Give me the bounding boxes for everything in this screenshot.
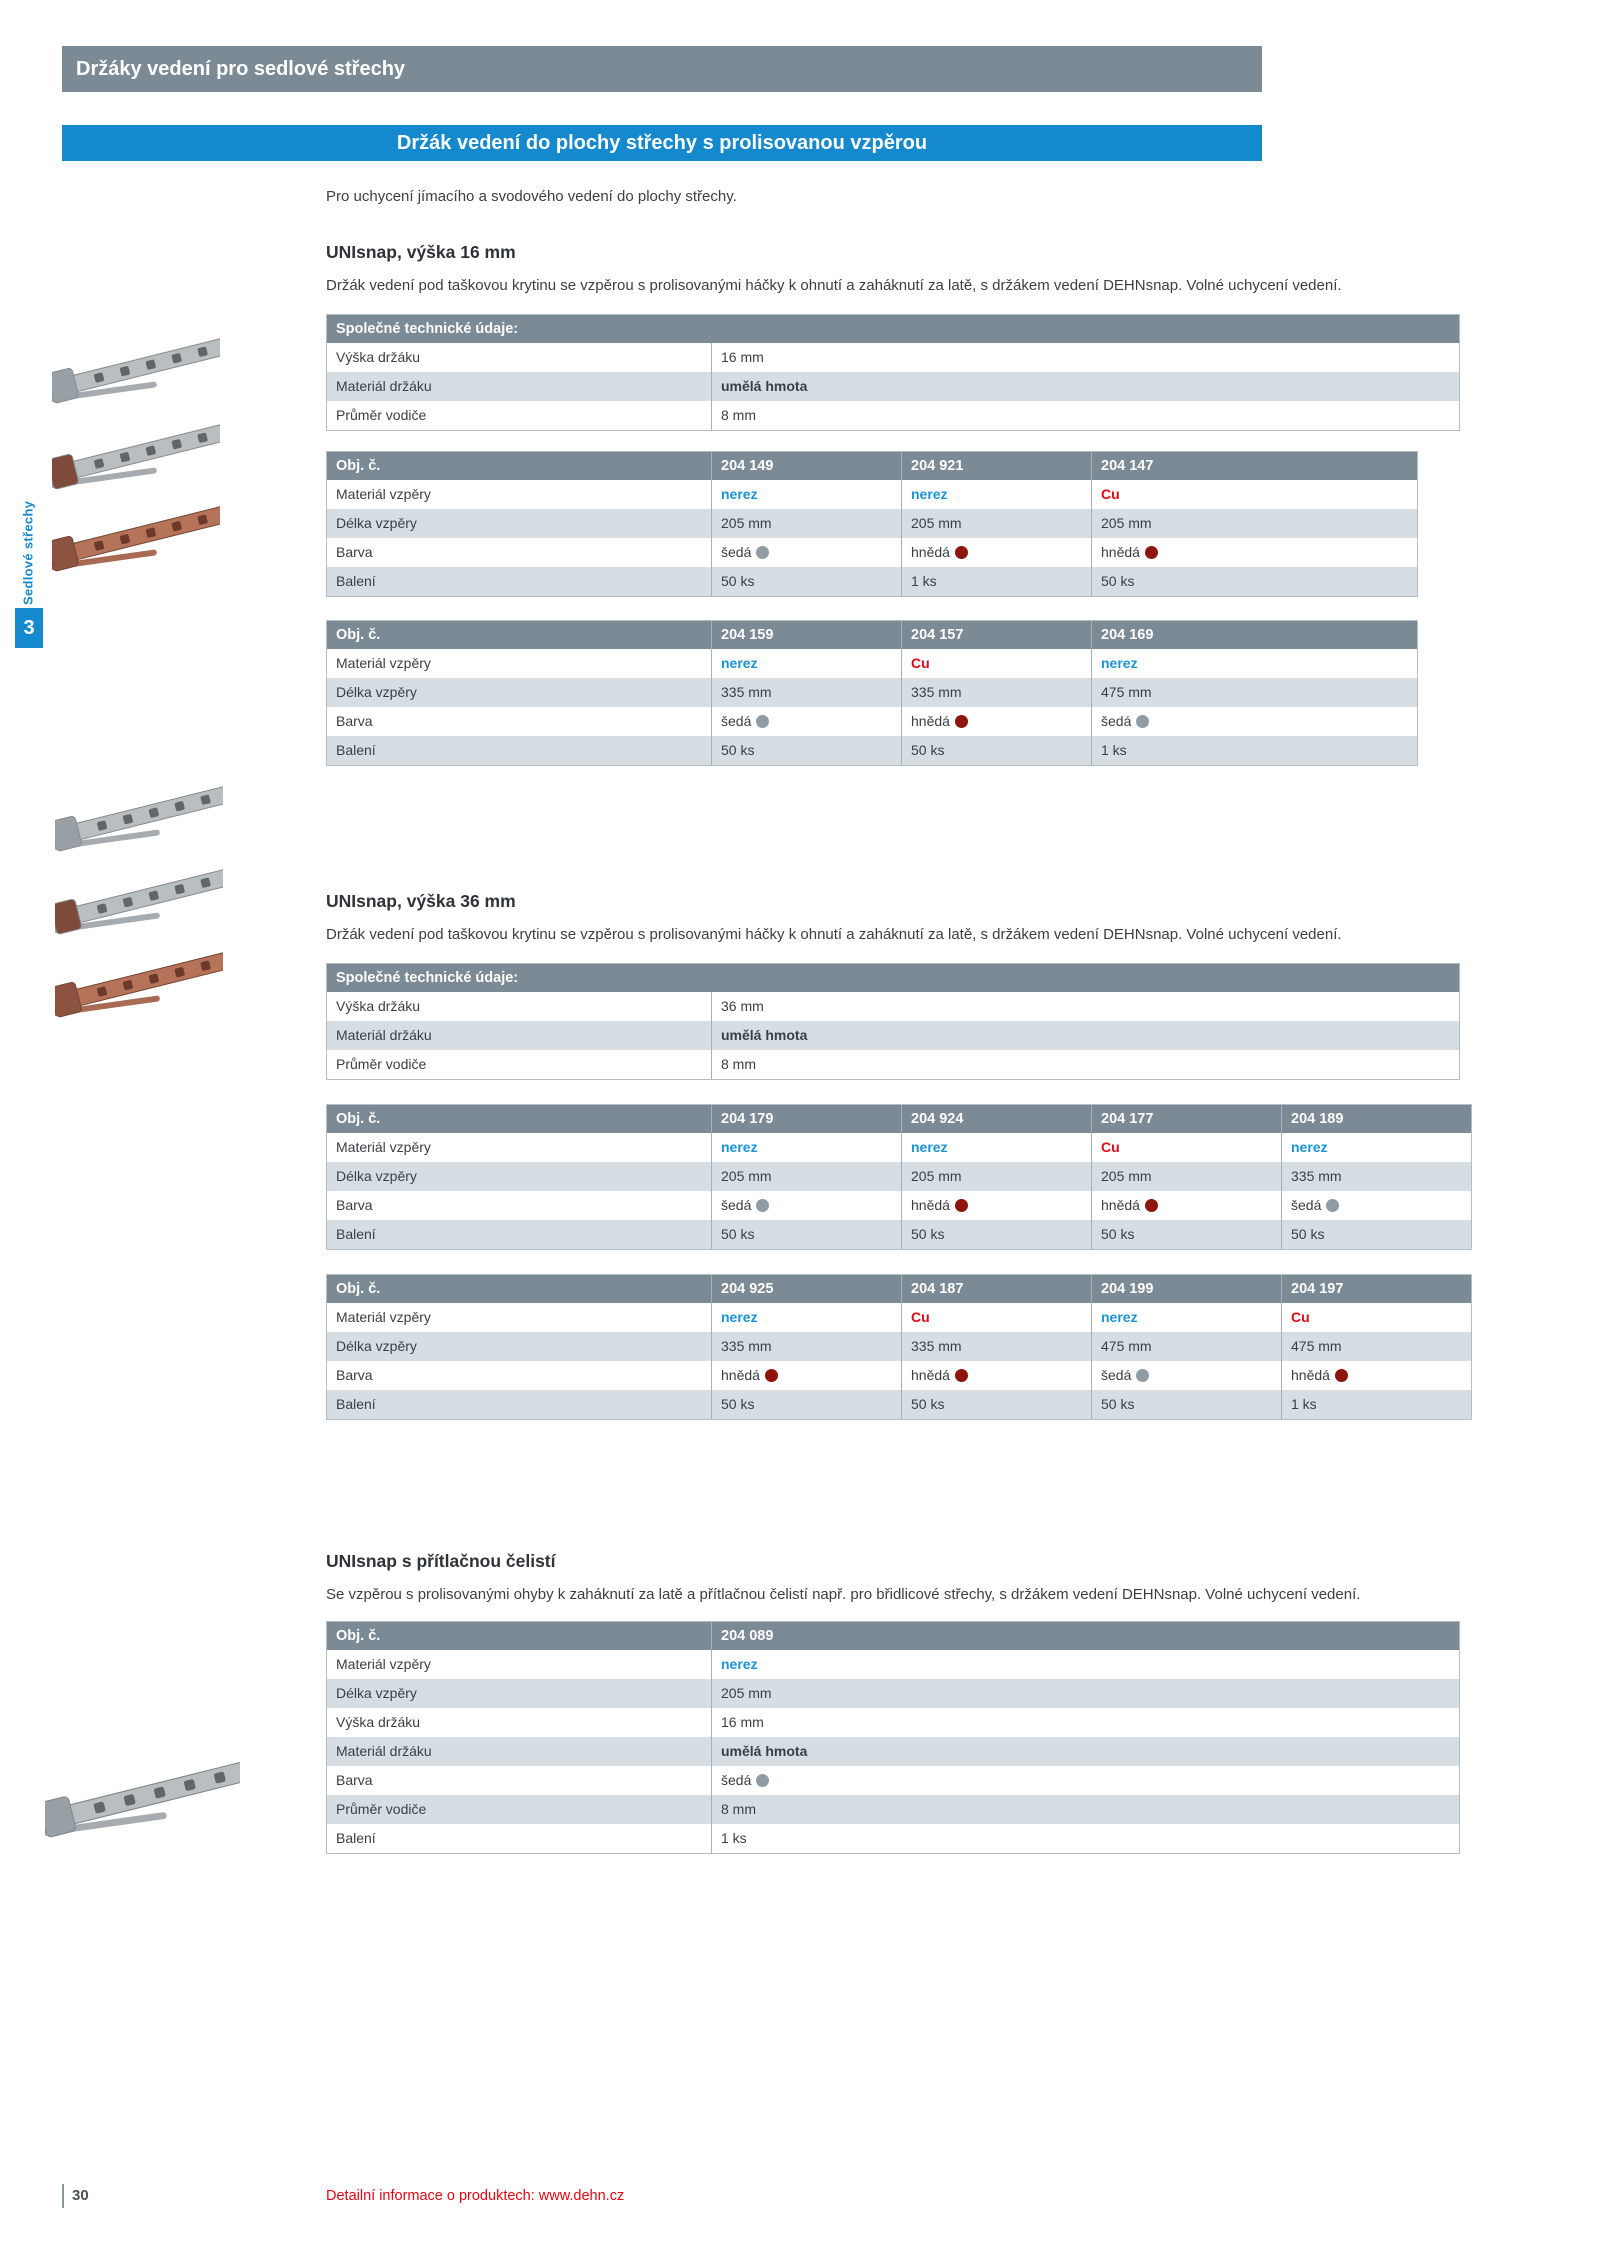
product-value xyxy=(1091,1303,1281,1332)
page-number: 30 xyxy=(62,2184,89,2208)
product-value xyxy=(901,1303,1091,1332)
value-text: 205 mm xyxy=(1101,515,1152,531)
color-dot-brown xyxy=(1145,546,1158,559)
product-table xyxy=(326,1621,1460,1854)
product-value xyxy=(1091,567,1417,596)
product-table-row xyxy=(327,707,1417,736)
color-dot-gray xyxy=(1136,1369,1149,1382)
color-dot-brown xyxy=(1335,1369,1348,1382)
unisnap-pressure-clamp-photo-svg xyxy=(45,1728,240,1888)
value-text: 50 ks xyxy=(721,742,755,758)
value-text: 8 mm xyxy=(721,1801,756,1817)
value-text: umělá hmota xyxy=(721,1743,808,1759)
section-title: UNIsnap s přítlačnou čelistí xyxy=(326,1551,556,1571)
product-table-row xyxy=(327,1795,1459,1824)
product-value xyxy=(1091,707,1417,736)
intro-text: Pro uchycení jímacího a svodového vedení do plochy střechy. xyxy=(326,188,737,205)
product-value xyxy=(901,1133,1091,1162)
product-value xyxy=(901,567,1091,596)
product-value xyxy=(901,1361,1091,1390)
color-dot-brown xyxy=(955,715,968,728)
value-text: Cu xyxy=(911,1309,930,1325)
row-label: Délka vzpěry xyxy=(336,1168,417,1184)
row-label: Balení xyxy=(336,1830,376,1846)
page-header-title: Držáky vedení pro sedlové střechy xyxy=(76,58,406,80)
value-text: 205 mm xyxy=(911,515,962,531)
product-value xyxy=(1091,678,1417,707)
unisnap-16-copper-photo xyxy=(52,490,220,607)
value-text: šedá xyxy=(1101,1367,1132,1383)
section-description: Držák vedení pod taškovou krytinu se vzpěrou s prolisovanými háčky k ohnutí a zaháknutí za latě, s držákem vedení DEHNsnap. Volné uchycení vedení. xyxy=(326,277,1342,294)
value-text: 335 mm xyxy=(911,684,962,700)
product-number: 204 921 xyxy=(901,452,1091,480)
table-row xyxy=(327,1050,1459,1079)
product-value xyxy=(711,480,901,509)
product-value xyxy=(901,480,1091,509)
color-dot-gray xyxy=(756,1199,769,1212)
product-value xyxy=(711,1708,1459,1737)
product-table-row xyxy=(327,480,1417,509)
product-value xyxy=(1281,1361,1471,1390)
product-value xyxy=(1091,1191,1281,1220)
row-label: Výška držáku xyxy=(336,998,421,1014)
product-value xyxy=(1281,1133,1471,1162)
value-text: nerez xyxy=(721,486,758,502)
row-value: 36 mm xyxy=(711,992,1459,1021)
obj-number-label: Obj. č. xyxy=(336,627,381,643)
value-text: šedá xyxy=(721,1772,752,1788)
product-table-header-row xyxy=(327,1275,1471,1303)
row-label: Průměr vodiče xyxy=(336,1056,427,1072)
product-table-row xyxy=(327,1824,1459,1853)
value-text: šedá xyxy=(721,544,752,560)
product-value xyxy=(711,509,901,538)
value-text: hnědá xyxy=(911,1197,950,1213)
chapter-tab-number: 3 xyxy=(15,608,43,648)
common-table-header-row xyxy=(327,315,1459,343)
product-table-row xyxy=(327,1162,1471,1191)
product-value xyxy=(711,1737,1459,1766)
product-value xyxy=(901,736,1091,765)
product-value xyxy=(1091,1133,1281,1162)
product-number: 204 187 xyxy=(901,1275,1091,1303)
obj-number-label: Obj. č. xyxy=(336,1281,381,1297)
value-text: 475 mm xyxy=(1101,684,1152,700)
product-number: 204 925 xyxy=(711,1275,901,1303)
product-value xyxy=(901,509,1091,538)
product-value xyxy=(901,1390,1091,1419)
common-table-header: Společné technické údaje: xyxy=(336,970,519,986)
product-value xyxy=(711,649,901,678)
product-value xyxy=(901,1162,1091,1191)
product-value xyxy=(711,1361,901,1390)
section-title: UNIsnap, výška 16 mm xyxy=(326,242,516,262)
product-value xyxy=(711,1795,1459,1824)
product-value xyxy=(1091,1332,1281,1361)
color-dot-gray xyxy=(756,715,769,728)
value-text: nerez xyxy=(721,655,758,671)
row-label: Balení xyxy=(336,1396,376,1412)
chapter-tab-label: Sedlové střechy xyxy=(20,500,36,606)
color-dot-gray xyxy=(1326,1199,1339,1212)
color-dot-gray xyxy=(1136,715,1149,728)
value-text: šedá xyxy=(721,1197,752,1213)
color-dot-brown xyxy=(1145,1199,1158,1212)
product-value xyxy=(711,1220,901,1249)
row-value: umělá hmota xyxy=(711,1021,1459,1050)
product-table-row xyxy=(327,1191,1471,1220)
product-table xyxy=(326,451,1418,597)
product-value xyxy=(711,1390,901,1419)
value-text: 50 ks xyxy=(1101,573,1135,589)
value-text: nerez xyxy=(1101,655,1138,671)
product-value xyxy=(901,538,1091,567)
table-row xyxy=(327,401,1459,430)
product-number: 204 089 xyxy=(711,1622,1459,1650)
color-dot-brown xyxy=(955,1199,968,1212)
common-table-header: Společné technické údaje: xyxy=(336,321,519,337)
row-label: Materiál držáku xyxy=(336,378,432,394)
unisnap-pressure-clamp-photo xyxy=(45,1728,240,1893)
value-text: 50 ks xyxy=(1101,1226,1135,1242)
value-text: šedá xyxy=(1101,713,1132,729)
product-table-row xyxy=(327,538,1417,567)
product-table-row xyxy=(327,1133,1471,1162)
value-text: hnědá xyxy=(911,544,950,560)
value-text: 205 mm xyxy=(721,1685,772,1701)
product-number: 204 189 xyxy=(1281,1105,1471,1133)
product-number: 204 149 xyxy=(711,452,901,480)
value-text: 50 ks xyxy=(911,742,945,758)
color-dot-gray xyxy=(756,546,769,559)
value-text: Cu xyxy=(1101,486,1120,502)
row-value: 8 mm xyxy=(711,1050,1459,1079)
product-table-row xyxy=(327,1708,1459,1737)
unisnap-36-copper-photo xyxy=(55,936,223,1053)
value-text: 335 mm xyxy=(911,1338,962,1354)
product-value xyxy=(1281,1220,1471,1249)
product-value xyxy=(901,1191,1091,1220)
page-header-bar xyxy=(62,46,1262,92)
row-label: Materiál držáku xyxy=(336,1743,432,1759)
value-text: Cu xyxy=(911,655,930,671)
value-text: nerez xyxy=(911,486,948,502)
product-table xyxy=(326,620,1418,766)
row-label: Balení xyxy=(336,573,376,589)
product-value xyxy=(901,678,1091,707)
value-text: hnědá xyxy=(1101,544,1140,560)
section-banner-title: Držák vedení do plochy střechy s prolisovanou vzpěrou xyxy=(396,132,928,154)
value-text: hnědá xyxy=(911,713,950,729)
common-technical-table xyxy=(326,314,1460,431)
section-description: Držák vedení pod taškovou krytinu se vzpěrou s prolisovanými háčky k ohnutí a zaháknutí za latě, s držákem vedení DEHNsnap. Volné uchycení vedení. xyxy=(326,926,1342,943)
value-text: 1 ks xyxy=(1101,742,1127,758)
value-text: 205 mm xyxy=(1101,1168,1152,1184)
row-label: Balení xyxy=(336,742,376,758)
product-value xyxy=(901,707,1091,736)
value-text: nerez xyxy=(721,1309,758,1325)
value-text: 50 ks xyxy=(721,1226,755,1242)
product-value xyxy=(1091,649,1417,678)
product-value xyxy=(1091,538,1417,567)
value-text: šedá xyxy=(1291,1197,1322,1213)
product-value xyxy=(901,1332,1091,1361)
product-value xyxy=(711,1162,901,1191)
product-table-header-row xyxy=(327,452,1417,480)
value-text: 50 ks xyxy=(1101,1396,1135,1412)
value-text: 475 mm xyxy=(1101,1338,1152,1354)
product-value xyxy=(711,736,901,765)
value-text: Cu xyxy=(1101,1139,1120,1155)
section-banner xyxy=(62,125,1262,161)
value-text: 205 mm xyxy=(721,1168,772,1184)
color-dot-brown xyxy=(955,546,968,559)
table-row xyxy=(327,1021,1459,1050)
product-value xyxy=(901,649,1091,678)
obj-number-label: Obj. č. xyxy=(336,458,381,474)
product-value xyxy=(711,707,901,736)
value-text: nerez xyxy=(1101,1309,1138,1325)
product-value xyxy=(711,1650,1459,1679)
value-text: 335 mm xyxy=(721,684,772,700)
row-label: Délka vzpěry xyxy=(336,684,417,700)
row-label: Materiál držáku xyxy=(336,1027,432,1043)
color-dot-brown xyxy=(955,1369,968,1382)
product-table-row xyxy=(327,1220,1471,1249)
product-table-header-row xyxy=(327,1622,1459,1650)
row-label: Materiál vzpěry xyxy=(336,486,431,502)
product-table-row xyxy=(327,1650,1459,1679)
product-table-row xyxy=(327,1361,1471,1390)
sections-container xyxy=(326,241,1474,1854)
row-label: Délka vzpěry xyxy=(336,1685,417,1701)
product-table-row xyxy=(327,509,1417,538)
obj-number-label: Obj. č. xyxy=(336,1628,381,1644)
value-text: 335 mm xyxy=(1291,1168,1342,1184)
common-technical-table xyxy=(326,963,1460,1080)
value-text: nerez xyxy=(911,1139,948,1155)
row-label: Barva xyxy=(336,713,373,729)
unisnap-36-copper-photo-svg xyxy=(55,936,223,1048)
product-value xyxy=(711,678,901,707)
value-text: hnědá xyxy=(721,1367,760,1383)
product-table xyxy=(326,1274,1472,1420)
row-label: Barva xyxy=(336,1367,373,1383)
product-value xyxy=(711,1766,1459,1795)
common-table-header-row xyxy=(327,964,1459,992)
product-number: 204 199 xyxy=(1091,1275,1281,1303)
product-value xyxy=(1281,1332,1471,1361)
row-label: Průměr vodiče xyxy=(336,407,427,423)
product-value xyxy=(1091,480,1417,509)
value-text: 16 mm xyxy=(721,1714,764,1730)
row-value: 8 mm xyxy=(711,401,1459,430)
product-value xyxy=(711,567,901,596)
row-label: Materiál vzpěry xyxy=(336,1309,431,1325)
color-dot-brown xyxy=(765,1369,778,1382)
product-table-row xyxy=(327,1679,1459,1708)
value-text: 50 ks xyxy=(1291,1226,1325,1242)
row-label: Průměr vodiče xyxy=(336,1801,427,1817)
value-text: 50 ks xyxy=(721,1396,755,1412)
product-table-header-row xyxy=(327,1105,1471,1133)
value-text: Cu xyxy=(1291,1309,1310,1325)
obj-number-label: Obj. č. xyxy=(336,1111,381,1127)
product-value xyxy=(1091,1162,1281,1191)
row-label: Materiál vzpěry xyxy=(336,1656,431,1672)
product-table-row xyxy=(327,1332,1471,1361)
product-number: 204 157 xyxy=(901,621,1091,649)
product-table-row xyxy=(327,1390,1471,1419)
unisnap-16-copper-photo-svg xyxy=(52,490,220,602)
product-value xyxy=(901,1220,1091,1249)
product-table-row xyxy=(327,1737,1459,1766)
value-text: hnědá xyxy=(911,1367,950,1383)
product-table-row xyxy=(327,1303,1471,1332)
section-title: UNIsnap, výška 36 mm xyxy=(326,891,516,911)
product-number: 204 197 xyxy=(1281,1275,1471,1303)
row-value: 16 mm xyxy=(711,343,1459,372)
product-number: 204 177 xyxy=(1091,1105,1281,1133)
product-number: 204 924 xyxy=(901,1105,1091,1133)
value-text: šedá xyxy=(721,713,752,729)
table-row xyxy=(327,992,1459,1021)
value-text: nerez xyxy=(721,1656,758,1672)
product-value xyxy=(1091,1390,1281,1419)
product-value xyxy=(711,1824,1459,1853)
value-text: 1 ks xyxy=(721,1830,747,1846)
product-table-row xyxy=(327,736,1417,765)
content-column xyxy=(326,186,1474,1854)
row-value: umělá hmota xyxy=(711,372,1459,401)
product-table-row xyxy=(327,1766,1459,1795)
row-label: Materiál vzpěry xyxy=(336,1139,431,1155)
value-text: 50 ks xyxy=(721,573,755,589)
product-table xyxy=(326,1104,1472,1250)
row-label: Délka vzpěry xyxy=(336,1338,417,1354)
value-text: 205 mm xyxy=(721,515,772,531)
table-row xyxy=(327,343,1459,372)
product-value xyxy=(1091,1361,1281,1390)
product-table-row xyxy=(327,678,1417,707)
footer-product-info-link[interactable]: Detailní informace o produktech: www.dehn.cz xyxy=(326,2188,625,2204)
product-value xyxy=(1281,1390,1471,1419)
product-value xyxy=(711,538,901,567)
product-table-row xyxy=(327,567,1417,596)
section-description: Se vzpěrou s prolisovanými ohyby k zaháknutí za latě a přítlačnou čelistí např. pro břidlicové střechy, s držákem vedení DEHNsnap. Volné uchycení vedení. xyxy=(326,1586,1361,1603)
product-value xyxy=(711,1303,901,1332)
product-table-row xyxy=(327,649,1417,678)
value-text: 335 mm xyxy=(721,1338,772,1354)
product-number: 204 159 xyxy=(711,621,901,649)
product-value xyxy=(711,1133,901,1162)
product-value xyxy=(1281,1191,1471,1220)
product-value xyxy=(1281,1162,1471,1191)
row-label: Balení xyxy=(336,1226,376,1242)
value-text: hnědá xyxy=(1291,1367,1330,1383)
color-dot-gray xyxy=(756,1774,769,1787)
table-row xyxy=(327,372,1459,401)
product-number: 204 169 xyxy=(1091,621,1417,649)
value-text: nerez xyxy=(1291,1139,1328,1155)
row-label: Výška držáku xyxy=(336,349,421,365)
row-label: Barva xyxy=(336,1197,373,1213)
product-value xyxy=(711,1332,901,1361)
product-number: 204 147 xyxy=(1091,452,1417,480)
value-text: nerez xyxy=(721,1139,758,1155)
product-value xyxy=(1091,736,1417,765)
product-value xyxy=(711,1191,901,1220)
product-value xyxy=(711,1679,1459,1708)
product-value xyxy=(1091,1220,1281,1249)
row-label: Výška držáku xyxy=(336,1714,421,1730)
value-text: 1 ks xyxy=(911,573,937,589)
value-text: 50 ks xyxy=(911,1226,945,1242)
row-label: Barva xyxy=(336,544,373,560)
value-text: 50 ks xyxy=(911,1396,945,1412)
value-text: 475 mm xyxy=(1291,1338,1342,1354)
row-label: Barva xyxy=(336,1772,373,1788)
row-label: Délka vzpěry xyxy=(336,515,417,531)
value-text: hnědá xyxy=(1101,1197,1140,1213)
value-text: 1 ks xyxy=(1291,1396,1317,1412)
product-table-header-row xyxy=(327,621,1417,649)
product-number: 204 179 xyxy=(711,1105,901,1133)
product-value xyxy=(1091,509,1417,538)
product-value xyxy=(1281,1303,1471,1332)
row-label: Materiál vzpěry xyxy=(336,655,431,671)
value-text: 205 mm xyxy=(911,1168,962,1184)
